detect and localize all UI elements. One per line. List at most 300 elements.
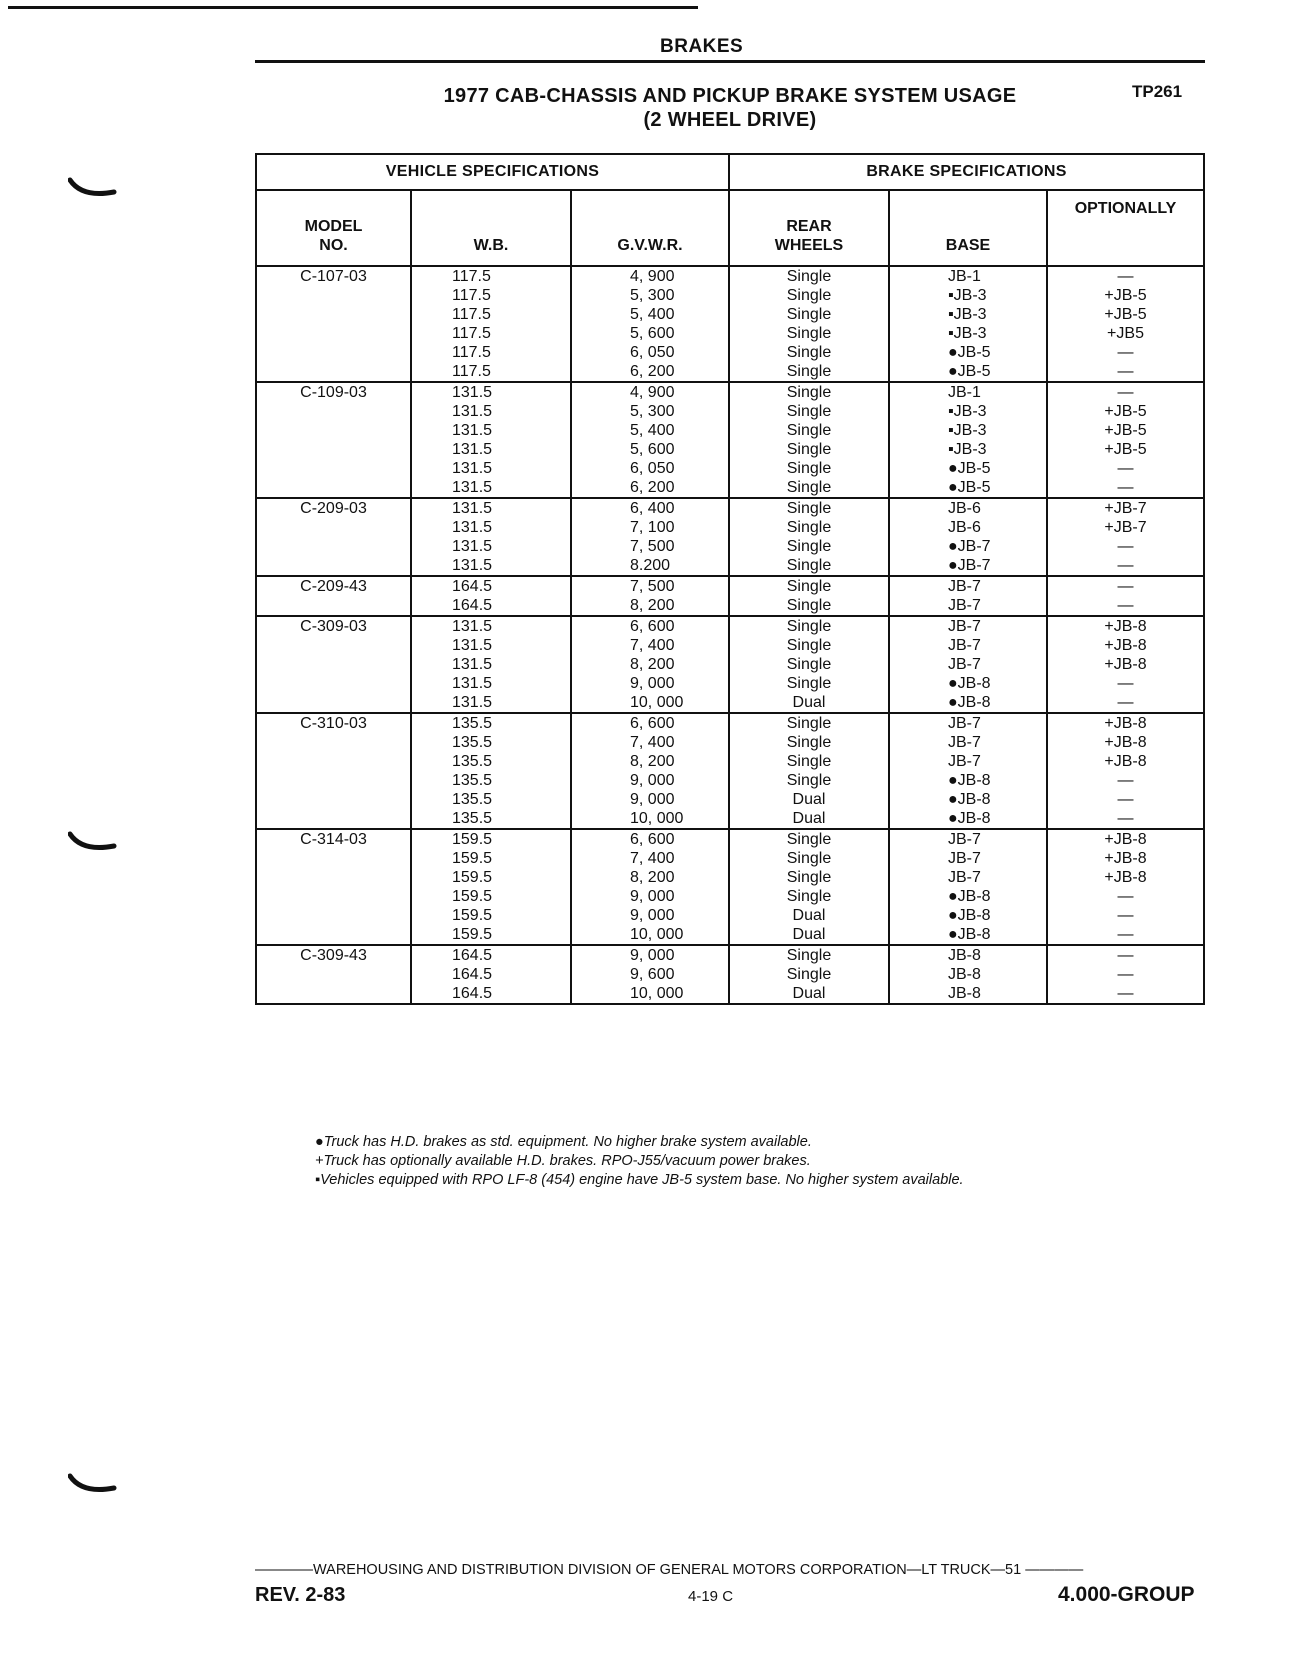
wb-value: 164.5 — [452, 985, 493, 1002]
gvwr-value: 6, 400 — [630, 500, 675, 517]
optionally-value: +JB-5 — [1104, 422, 1147, 439]
gvwr-value: 9, 000 — [630, 675, 675, 692]
wb-value: 131.5 — [452, 694, 493, 711]
footer-division-line: ————WAREHOUSING AND DISTRIBUTION DIVISION OF GENERAL MOTORS CORPORATION—LT TRUCK—51 ———— — [255, 1562, 1084, 1578]
base-value: JB-7 — [948, 578, 981, 595]
wb-value: 131.5 — [452, 618, 493, 635]
optionally-values — [1048, 383, 1203, 497]
optionally-value: — — [1117, 810, 1134, 827]
footnote-rpo-lf8: ▪Vehicles equipped with RPO LF-8 (454) engine have JB-5 system base. No higher system available. — [315, 1172, 964, 1188]
rear-wheels-cell — [729, 945, 889, 1004]
brake-specifications-header: BRAKE SPECIFICATIONS — [729, 154, 1204, 190]
rear-wheels-value: Single — [786, 403, 832, 420]
wb-values — [412, 830, 570, 944]
footnotes — [315, 1133, 964, 1190]
model-header-line-2: NO. — [319, 237, 348, 254]
base-value: JB-7 — [948, 618, 981, 635]
gvwr-value: 4, 900 — [630, 384, 675, 401]
base-value: JB-1 — [948, 384, 981, 401]
base-value: JB-8 — [948, 947, 981, 964]
gvwr-value: 5, 300 — [630, 287, 675, 304]
optionally-cell — [1047, 945, 1204, 1004]
optionally-values — [1048, 577, 1203, 615]
footnote-hd-optional: +Truck has optionally available H.D. brakes. RPO-J55/vacuum power brakes. — [315, 1153, 811, 1169]
base-cell — [889, 829, 1047, 945]
optionally-value: — — [1117, 557, 1134, 574]
wb-cell — [411, 945, 571, 1004]
wb-cell — [411, 713, 571, 829]
base-value: JB-7 — [948, 753, 981, 770]
vehicle-specifications-header: VEHICLE SPECIFICATIONS — [256, 154, 729, 190]
base-value: ●JB-8 — [948, 772, 991, 789]
optionally-value: +JB-5 — [1104, 306, 1147, 323]
gvwr-value: 6, 600 — [630, 715, 675, 732]
wb-value: 131.5 — [452, 384, 493, 401]
optionally-value: — — [1117, 694, 1134, 711]
optionally-value: — — [1117, 985, 1134, 1002]
rear-wheels-values — [730, 714, 888, 828]
wb-values — [412, 383, 570, 497]
base-value: ●JB-8 — [948, 888, 991, 905]
base-value: JB-7 — [948, 656, 981, 673]
wb-value: 135.5 — [452, 791, 493, 808]
gvwr-value: 8, 200 — [630, 597, 675, 614]
base-value: JB-7 — [948, 831, 981, 848]
optionally-value: — — [1117, 675, 1134, 692]
brake-table-body — [256, 266, 1204, 1004]
optionally-value: — — [1117, 538, 1134, 555]
gvwr-values — [572, 499, 728, 575]
optionally-value: — — [1117, 791, 1134, 808]
wb-value: 131.5 — [452, 675, 493, 692]
base-value: ▪JB-3 — [948, 403, 987, 420]
base-value: JB-7 — [948, 715, 981, 732]
wb-value: 131.5 — [452, 637, 493, 654]
wb-values — [412, 617, 570, 712]
rear-wheels-value: Single — [786, 519, 832, 536]
optionally-value: — — [1117, 479, 1134, 496]
base-value: ▪JB-3 — [948, 325, 987, 342]
rear-wheels-value: Single — [786, 384, 832, 401]
gvwr-value: 9, 000 — [630, 791, 675, 808]
rear-wheels-value: Single — [786, 538, 832, 555]
wb-value: 159.5 — [452, 907, 493, 924]
rear-wheels-value: Single — [786, 772, 832, 789]
base-values — [890, 946, 1046, 1003]
base-values — [890, 499, 1046, 575]
base-value: JB-7 — [948, 734, 981, 751]
rear-wheels-value: Single — [786, 831, 832, 848]
optionally-cell — [1047, 382, 1204, 498]
optionally-value: +JB-7 — [1104, 500, 1147, 517]
top-edge-rule — [8, 6, 698, 9]
rear-wheels-value: Single — [786, 268, 832, 285]
wb-values — [412, 577, 570, 615]
rear-header-line-1: REAR — [786, 218, 832, 235]
optionally-cell — [1047, 829, 1204, 945]
base-value: JB-6 — [948, 519, 981, 536]
wb-value: 131.5 — [452, 441, 493, 458]
gvwr-value: 5, 400 — [630, 306, 675, 323]
base-cell — [889, 945, 1047, 1004]
gvwr-value: 6, 600 — [630, 831, 675, 848]
base-cell — [889, 498, 1047, 576]
optionally-value: — — [1117, 966, 1134, 983]
rear-wheels-value: Single — [786, 479, 832, 496]
rear-wheels-value: Single — [786, 460, 832, 477]
base-value: ▪JB-3 — [948, 441, 987, 458]
rear-wheels-value: Single — [786, 734, 832, 751]
optionally-header: OPTIONALLY — [1047, 190, 1204, 266]
table-row — [256, 829, 1204, 945]
rear-wheels-value: Single — [786, 441, 832, 458]
model-number-cell: C-309-03 — [256, 616, 411, 713]
wb-value: 131.5 — [452, 422, 493, 439]
brake-usage-table — [255, 153, 1205, 1005]
gvwr-value: 10, 000 — [630, 985, 684, 1002]
gvwr-values — [572, 714, 728, 828]
optionally-value: — — [1117, 363, 1134, 380]
table-row — [256, 382, 1204, 498]
rear-wheels-value: Single — [786, 947, 832, 964]
gvwr-value: 10, 000 — [630, 810, 684, 827]
table-row — [256, 713, 1204, 829]
gvwr-value: 6, 050 — [630, 460, 675, 477]
gvwr-value: 10, 000 — [630, 694, 684, 711]
optionally-value: +JB-8 — [1104, 637, 1147, 654]
rear-wheels-values — [730, 946, 888, 1003]
optionally-value: — — [1117, 268, 1134, 285]
base-value: ▪JB-3 — [948, 287, 987, 304]
base-values — [890, 383, 1046, 497]
optionally-value: — — [1117, 597, 1134, 614]
wb-value: 164.5 — [452, 597, 493, 614]
rear-wheels-values — [730, 499, 888, 575]
optionally-values — [1048, 617, 1203, 712]
model-number-cell: C-209-43 — [256, 576, 411, 616]
model-header-line-1: MODEL — [304, 218, 363, 235]
title-line-1: 1977 CAB-CHASSIS AND PICKUP BRAKE SYSTEM USAGE — [443, 85, 1017, 107]
wb-value: 131.5 — [452, 519, 493, 536]
page-code: TP261 — [1132, 82, 1183, 101]
wb-value: 117.5 — [452, 287, 491, 304]
gvwr-value: 6, 050 — [630, 344, 675, 361]
rear-wheels-value: Dual — [792, 810, 826, 827]
optionally-cell — [1047, 713, 1204, 829]
wb-value: 164.5 — [452, 947, 493, 964]
rear-wheels-value: Dual — [792, 791, 826, 808]
gvwr-value: 10, 000 — [630, 926, 684, 943]
rear-wheels-value: Single — [786, 618, 832, 635]
base-value: ●JB-8 — [948, 907, 991, 924]
rear-wheels-value: Single — [786, 287, 832, 304]
rear-wheels-value: Single — [786, 597, 832, 614]
wb-value: 164.5 — [452, 578, 493, 595]
table-row — [256, 498, 1204, 576]
gvwr-value: 9, 000 — [630, 888, 675, 905]
gvwr-value: 6, 200 — [630, 363, 675, 380]
gvwr-cell — [571, 713, 729, 829]
rear-wheels-value: Single — [786, 869, 832, 886]
base-value: ●JB-8 — [948, 791, 991, 808]
optionally-value: — — [1117, 772, 1134, 789]
base-cell — [889, 713, 1047, 829]
optionally-values — [1048, 830, 1203, 944]
rear-wheels-value: Single — [786, 888, 832, 905]
optionally-values — [1048, 267, 1203, 381]
gvwr-value: 5, 600 — [630, 325, 675, 342]
rear-wheels-cell — [729, 713, 889, 829]
wb-value: 159.5 — [452, 926, 493, 943]
gvwr-value: 7, 400 — [630, 850, 675, 867]
rear-wheels-value: Dual — [792, 985, 826, 1002]
gvwr-value: 6, 600 — [630, 618, 675, 635]
base-value: JB-8 — [948, 985, 981, 1002]
gvwr-value: 7, 400 — [630, 734, 675, 751]
base-value: ●JB-8 — [948, 675, 991, 692]
rear-wheels-values — [730, 617, 888, 712]
brake-usage-table-container — [255, 153, 1203, 1005]
rear-wheels-value: Single — [786, 578, 832, 595]
gvwr-value: 9, 600 — [630, 966, 675, 983]
model-number-cell: C-314-03 — [256, 829, 411, 945]
rear-wheels-values — [730, 577, 888, 615]
base-value: JB-7 — [948, 637, 981, 654]
model-number-cell: C-309-43 — [256, 945, 411, 1004]
group-label: 4.000-GROUP — [1058, 1583, 1195, 1606]
wb-values — [412, 499, 570, 575]
optionally-cell — [1047, 576, 1204, 616]
optionally-value: — — [1117, 926, 1134, 943]
base-value: ●JB-8 — [948, 926, 991, 943]
gvwr-value: 5, 300 — [630, 403, 675, 420]
wb-value: 135.5 — [452, 734, 493, 751]
optionally-value: +JB-8 — [1104, 831, 1147, 848]
optionally-cell — [1047, 498, 1204, 576]
wb-cell — [411, 616, 571, 713]
wb-values — [412, 946, 570, 1003]
optionally-value: +JB-5 — [1104, 441, 1147, 458]
gvwr-value: 7, 400 — [630, 637, 675, 654]
footnote-hd-standard: ●Truck has H.D. brakes as std. equipment. No higher brake system available. — [315, 1134, 812, 1150]
binder-hole-mark-middle — [68, 830, 118, 856]
gvwr-values — [572, 267, 728, 381]
optionally-value: +JB-8 — [1104, 734, 1147, 751]
gvwr-value: 5, 400 — [630, 422, 675, 439]
base-header: BASE — [889, 190, 1047, 266]
base-value: JB-6 — [948, 500, 981, 517]
gvwr-cell — [571, 829, 729, 945]
optionally-values — [1048, 714, 1203, 828]
group-header-row — [256, 154, 1204, 190]
optionally-value: +JB-8 — [1104, 753, 1147, 770]
gvwr-header: G.V.W.R. — [571, 190, 729, 266]
base-value: ▪JB-3 — [948, 306, 987, 323]
rear-wheels-value: Single — [786, 966, 832, 983]
gvwr-values — [572, 946, 728, 1003]
base-value: ●JB-5 — [948, 460, 991, 477]
gvwr-value: 8.200 — [630, 557, 671, 574]
title-line-2: (2 WHEEL DRIVE) — [643, 109, 817, 131]
base-cell — [889, 616, 1047, 713]
base-cell — [889, 382, 1047, 498]
wb-value: 159.5 — [452, 869, 493, 886]
rear-wheels-cell — [729, 576, 889, 616]
optionally-value: +JB-8 — [1104, 618, 1147, 635]
wb-value: 135.5 — [452, 772, 493, 789]
rear-wheels-cell — [729, 616, 889, 713]
optionally-value: +JB5 — [1107, 325, 1144, 342]
model-no-header — [256, 190, 411, 266]
base-values — [890, 617, 1046, 712]
binder-hole-mark-bottom — [68, 1472, 118, 1498]
optionally-cell — [1047, 266, 1204, 382]
base-value: JB-7 — [948, 869, 981, 886]
rear-wheels-cell — [729, 829, 889, 945]
rear-wheels-value: Single — [786, 422, 832, 439]
rear-wheels-cell — [729, 498, 889, 576]
base-value: JB-1 — [948, 268, 981, 285]
gvwr-value: 7, 500 — [630, 538, 675, 555]
base-value: ●JB-5 — [948, 344, 991, 361]
base-value: JB-7 — [948, 850, 981, 867]
table-row — [256, 945, 1204, 1004]
wb-value: 135.5 — [452, 753, 493, 770]
base-values — [890, 577, 1046, 615]
rear-wheels-value: Single — [786, 306, 832, 323]
gvwr-value: 9, 000 — [630, 947, 675, 964]
base-value: ●JB-7 — [948, 557, 991, 574]
gvwr-value: 4, 900 — [630, 268, 675, 285]
wb-value: 131.5 — [452, 656, 493, 673]
wb-value: 159.5 — [452, 888, 493, 905]
wb-value: 164.5 — [452, 966, 493, 983]
optionally-value: — — [1117, 460, 1134, 477]
wb-value: 159.5 — [452, 850, 493, 867]
rear-wheels-value: Single — [786, 557, 832, 574]
wb-value: 131.5 — [452, 403, 493, 420]
wb-cell — [411, 829, 571, 945]
gvwr-value: 8, 200 — [630, 869, 675, 886]
wb-value: 117.5 — [452, 325, 491, 342]
binder-hole-mark-top — [68, 176, 118, 202]
base-value: ●JB-5 — [948, 479, 991, 496]
gvwr-value: 8, 200 — [630, 753, 675, 770]
base-value: ●JB-7 — [948, 538, 991, 555]
base-values — [890, 714, 1046, 828]
base-value: ●JB-5 — [948, 363, 991, 380]
wb-header: W.B. — [411, 190, 571, 266]
column-header-row — [256, 190, 1204, 266]
wb-value: 131.5 — [452, 479, 493, 496]
wb-value: 131.5 — [452, 557, 493, 574]
wb-value: 117.5 — [452, 344, 491, 361]
wb-cell — [411, 382, 571, 498]
base-value: JB-8 — [948, 966, 981, 983]
wb-value: 117.5 — [452, 363, 491, 380]
rear-wheels-value: Single — [786, 753, 832, 770]
optionally-value: — — [1117, 907, 1134, 924]
section-title: BRAKES — [660, 36, 744, 57]
rear-wheels-value: Dual — [792, 694, 826, 711]
optionally-value: +JB-8 — [1104, 869, 1147, 886]
section-divider — [255, 60, 1205, 63]
rear-wheels-values — [730, 830, 888, 944]
model-number-cell: C-310-03 — [256, 713, 411, 829]
optionally-value: — — [1117, 578, 1134, 595]
base-values — [890, 830, 1046, 944]
revision-label: REV. 2-83 — [255, 1584, 346, 1606]
base-value: JB-7 — [948, 597, 981, 614]
wb-value: 131.5 — [452, 500, 493, 517]
optionally-cell — [1047, 616, 1204, 713]
rear-wheels-value: Single — [786, 675, 832, 692]
rear-wheels-value: Dual — [792, 907, 826, 924]
optionally-value: +JB-7 — [1104, 519, 1147, 536]
gvwr-cell — [571, 576, 729, 616]
optionally-value: — — [1117, 947, 1134, 964]
rear-wheels-value: Single — [786, 715, 832, 732]
page-number: 4-19 C — [688, 1588, 734, 1605]
gvwr-values — [572, 617, 728, 712]
base-cell — [889, 266, 1047, 382]
base-value: ●JB-8 — [948, 810, 991, 827]
wb-values — [412, 714, 570, 828]
model-number-cell: C-109-03 — [256, 382, 411, 498]
table-row — [256, 266, 1204, 382]
document-title — [380, 84, 1080, 132]
model-number-cell: C-209-03 — [256, 498, 411, 576]
base-values — [890, 267, 1046, 381]
rear-wheels-value: Single — [786, 656, 832, 673]
rear-header-line-2: WHEELS — [774, 237, 844, 254]
rear-wheels-value: Single — [786, 344, 832, 361]
wb-value: 131.5 — [452, 460, 493, 477]
gvwr-cell — [571, 266, 729, 382]
model-number-cell: C-107-03 — [256, 266, 411, 382]
optionally-value: +JB-8 — [1104, 715, 1147, 732]
optionally-value: +JB-8 — [1104, 850, 1147, 867]
gvwr-values — [572, 383, 728, 497]
gvwr-value: 7, 500 — [630, 578, 675, 595]
optionally-values — [1048, 946, 1203, 1003]
gvwr-cell — [571, 382, 729, 498]
base-value: ▪JB-3 — [948, 422, 987, 439]
wb-value: 135.5 — [452, 715, 493, 732]
optionally-value: +JB-5 — [1104, 403, 1147, 420]
rear-wheels-cell — [729, 382, 889, 498]
rear-wheels-value: Single — [786, 363, 832, 380]
optionally-value: +JB-5 — [1104, 287, 1147, 304]
optionally-value: — — [1117, 888, 1134, 905]
wb-cell — [411, 576, 571, 616]
optionally-values — [1048, 499, 1203, 575]
gvwr-value: 9, 000 — [630, 772, 675, 789]
table-row — [256, 616, 1204, 713]
rear-wheels-values — [730, 383, 888, 497]
wb-value: 131.5 — [452, 538, 493, 555]
rear-wheels-value: Single — [786, 500, 832, 517]
rear-wheels-header — [729, 190, 889, 266]
gvwr-value: 7, 100 — [630, 519, 675, 536]
gvwr-cell — [571, 616, 729, 713]
gvwr-value: 6, 200 — [630, 479, 675, 496]
optionally-value: — — [1117, 384, 1134, 401]
rear-wheels-value: Single — [786, 325, 832, 342]
gvwr-values — [572, 830, 728, 944]
gvwr-value: 9, 000 — [630, 907, 675, 924]
gvwr-value: 5, 600 — [630, 441, 675, 458]
